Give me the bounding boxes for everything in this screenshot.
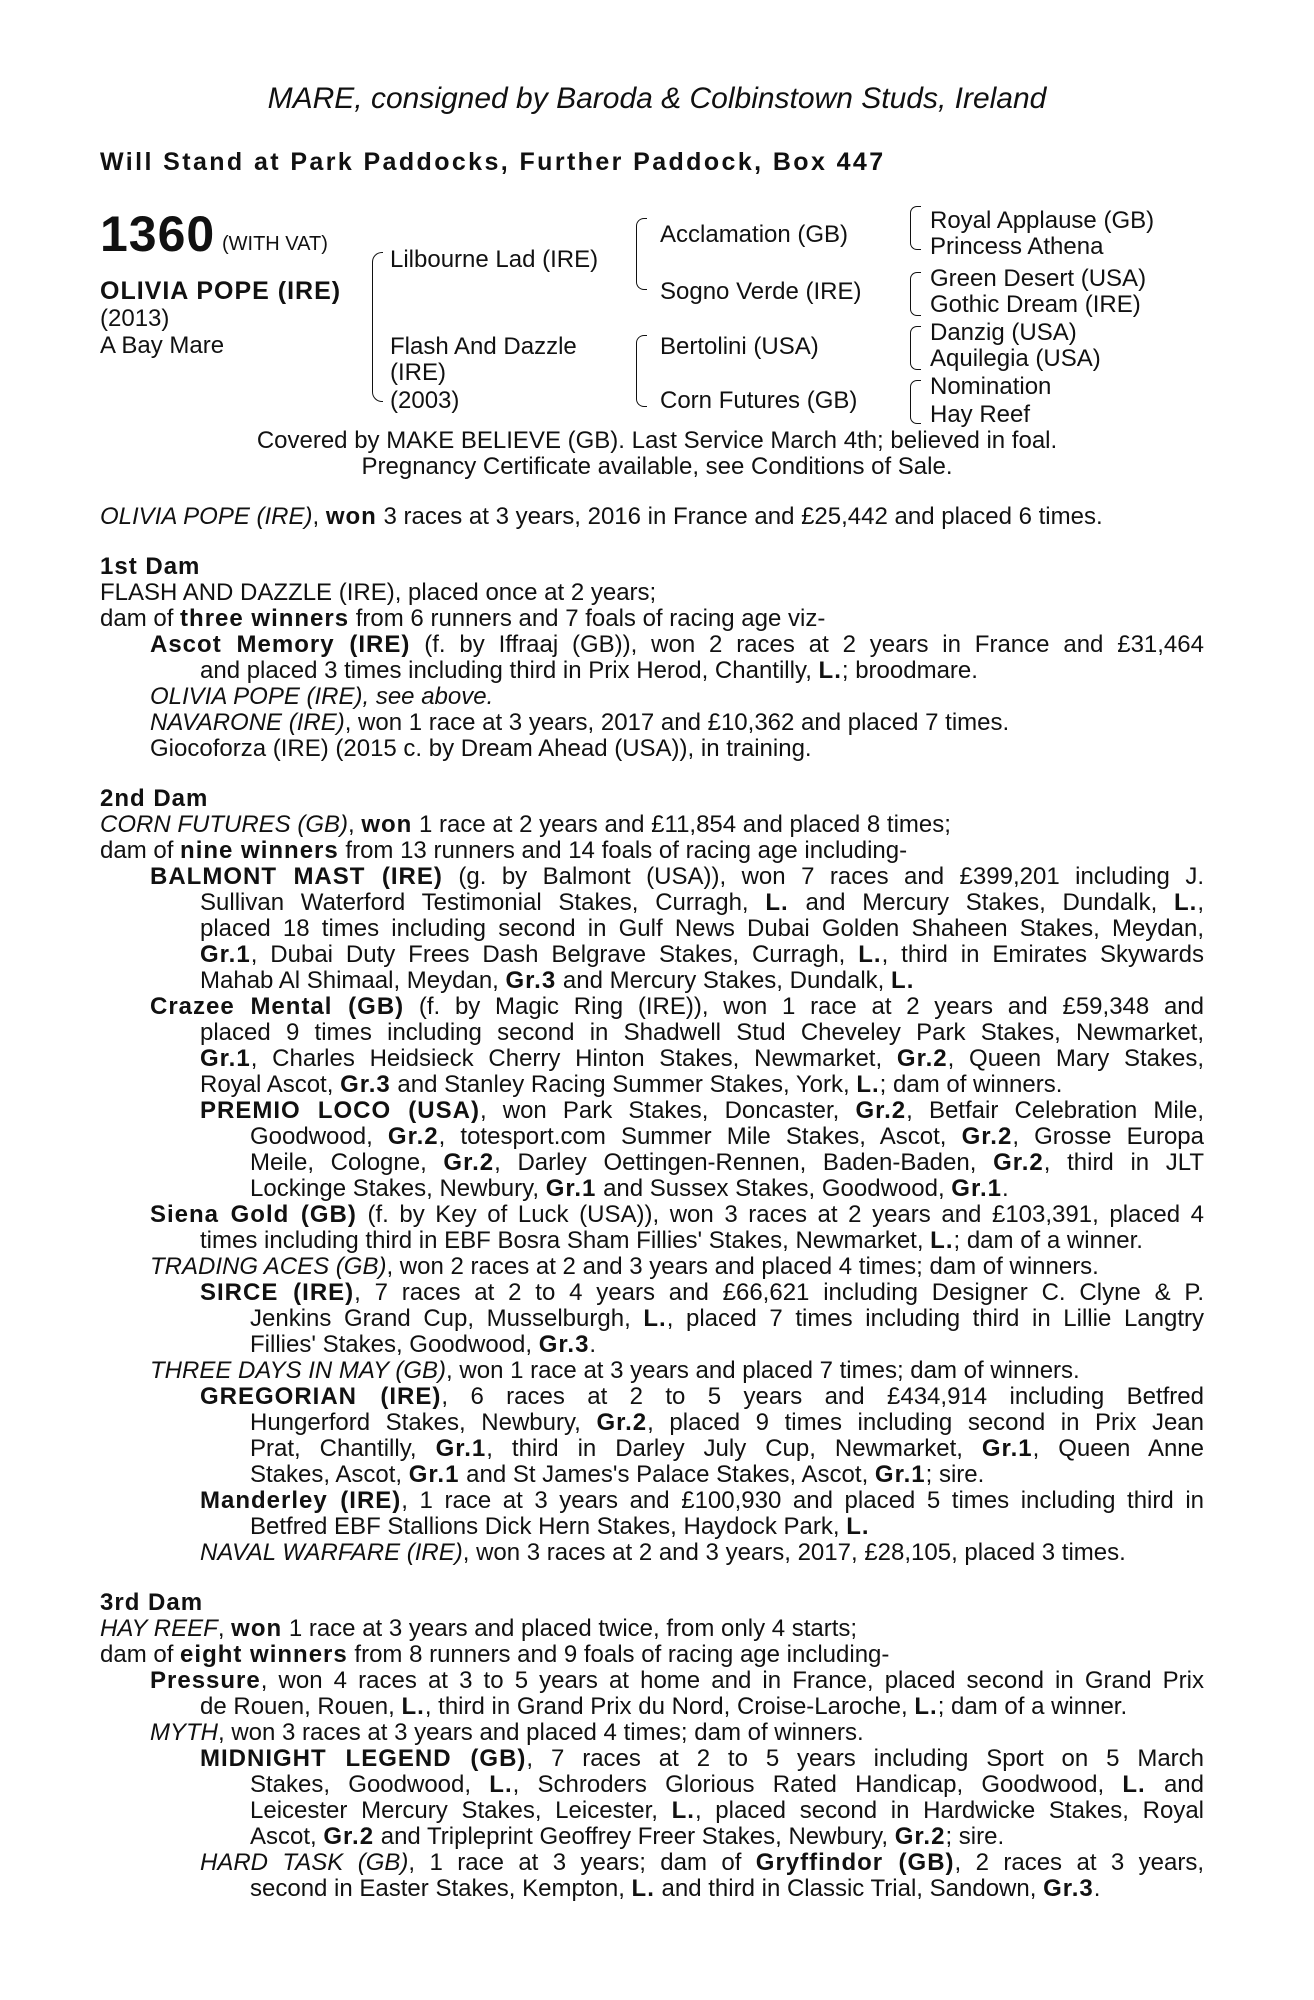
second-dam-line: GREGORIAN (IRE), 6 races at 2 to 5 years and £434,914 including Betfred — [200, 1383, 1204, 1409]
first-dam-line: dam of three winners from 6 runners and 7 foals of racing age viz- — [100, 605, 826, 632]
third-dam-line: second in Easter Stakes, Kempton, L. and third in Classic Trial, Sandown, Gr.3. — [250, 1875, 1101, 1902]
second-dam-line: Goodwood, Gr.2, totesport.com Summer Mile Stakes, Ascot, Gr.2, Grosse Europa — [250, 1123, 1204, 1149]
second-dam-line: Royal Ascot, Gr.3 and Stanley Racing Summer Stakes, York, L.; dam of winners. — [200, 1071, 1063, 1098]
first-dam-line: NAVARONE (IRE), won 1 race at 3 years, 2017 and £10,362 and placed 7 times. — [150, 709, 1010, 736]
second-dam-heading: 2nd Dam — [100, 785, 209, 812]
second-dam-line: Stakes, Ascot, Gr.1 and St James's Palace Stakes, Ascot, Gr.1; sire. — [250, 1461, 985, 1488]
pedigree-sss: Royal Applause (GB) — [930, 207, 1155, 234]
second-dam-line: times including third in EBF Bosra Sham Fillies' Stakes, Newmarket, L.; dam of a winner. — [200, 1227, 1143, 1254]
third-dam-line: HAY REEF, won 1 race at 3 years and placed twice, from only 4 starts; — [100, 1615, 858, 1642]
horse-year: (2013) — [100, 305, 170, 332]
second-dam-line: Meile, Cologne, Gr.2, Darley Oettingen-Rennen, Baden-Baden, Gr.2, third in JLT — [250, 1149, 1204, 1175]
pedigree-brace-dd — [910, 380, 921, 424]
second-dam-line: TRADING ACES (GB), won 2 races at 2 and 3 years and placed 4 times; dam of winners. — [150, 1253, 1099, 1280]
first-dam-line: Ascot Memory (IRE) (f. by Iffraaj (GB)), won 2 races at 2 years in France and £31,464 — [150, 631, 1204, 657]
second-dam-line: Jenkins Grand Cup, Musselburgh, L., placed 7 times including third in Lillie Langtry — [250, 1305, 1204, 1331]
horse-description: A Bay Mare — [100, 332, 225, 359]
second-dam-line: placed 18 times including second in Gulf News Dubai Golden Shaheen Stakes, Meydan, — [200, 915, 1204, 941]
first-dam-line: FLASH AND DAZZLE (IRE), placed once at 2 years; — [100, 579, 657, 606]
second-dam-line: SIRCE (IRE), 7 races at 2 to 4 years and £66,621 including Designer C. Clyne & P. — [200, 1279, 1204, 1305]
pedigree-dss: Danzig (USA) — [930, 319, 1077, 346]
pedigree-dsd: Aquilegia (USA) — [930, 345, 1101, 372]
second-dam-line: placed 9 times including second in Shadwell Stud Cheveley Park Stakes, Newmarket, — [200, 1019, 1204, 1045]
second-dam-line: Fillies' Stakes, Goodwood, Gr.3. — [250, 1331, 597, 1358]
second-dam-line: CORN FUTURES (GB), won 1 race at 2 years and £11,854 and placed 8 times; — [100, 811, 951, 838]
third-dam-line: HARD TASK (GB), 1 race at 3 years; dam of Gryffindor (GB), 2 races at 3 years, — [200, 1849, 1204, 1875]
third-dam-line: MIDNIGHT LEGEND (GB), 7 races at 2 to 5 years including Sport on 5 March — [200, 1745, 1204, 1771]
pedigree-dam-year: (2003) — [390, 387, 460, 414]
third-dam-line: Leicester Mercury Stakes, Leicester, L., placed second in Hardwicke Stakes, Royal — [250, 1797, 1204, 1823]
second-dam-line: Mahab Al Shimaal, Meydan, Gr.3 and Mercury Stakes, Dundalk, L. — [200, 967, 915, 994]
pedigree-sire: Lilbourne Lad (IRE) — [390, 246, 599, 273]
pedigree-brace-sd — [910, 272, 921, 316]
pedigree-brace-ss — [910, 206, 921, 250]
pedigree-ddd: Hay Reef — [930, 401, 1031, 428]
pedigree-sire-dam: Sogno Verde (IRE) — [660, 278, 862, 305]
second-dam-line: Manderley (IRE), 1 race at 3 years and £100,930 and placed 5 times including third in — [200, 1487, 1204, 1513]
second-dam-line: Lockinge Stakes, Newbury, Gr.1 and Sussex Stakes, Goodwood, Gr.1. — [250, 1175, 1009, 1202]
pedigree-brace-ds — [910, 326, 921, 370]
second-dam-line: Betfred EBF Stallions Dick Hern Stakes, Haydock Park, L. — [250, 1513, 870, 1540]
first-dam-line: Giocoforza (IRE) (2015 c. by Dream Ahead (USA)), in training. — [150, 735, 812, 762]
second-dam-line: Gr.1, Charles Heidsieck Cherry Hinton Stakes, Newmarket, Gr.2, Queen Mary Stakes, — [200, 1045, 1204, 1071]
first-dam-line: and placed 3 times including third in Prix Herod, Chantilly, L.; broodmare. — [200, 657, 978, 684]
second-dam-line: THREE DAYS IN MAY (GB), won 1 race at 3 years and placed 7 times; dam of winners. — [150, 1357, 1080, 1384]
third-dam-heading: 3rd Dam — [100, 1589, 204, 1616]
pedigree-dam-sire: Bertolini (USA) — [660, 333, 819, 360]
pedigree-dam-dam: Corn Futures (GB) — [660, 387, 858, 414]
third-dam-line: MYTH, won 3 races at 3 years and placed 4 times; dam of winners. — [150, 1719, 864, 1746]
pedigree-brace-main — [372, 252, 383, 402]
second-dam-line: BALMONT MAST (IRE) (g. by Balmont (USA)), won 7 races and £399,201 including J. — [150, 863, 1204, 889]
second-dam-line: NAVAL WARFARE (IRE), won 3 races at 2 and 3 years, 2017, £28,105, placed 3 times. — [200, 1539, 1126, 1566]
pedigree-sire-sire: Acclamation (GB) — [660, 221, 849, 248]
vat-note: (WITH VAT) — [222, 233, 328, 255]
third-dam-line: de Rouen, Rouen, L., third in Grand Prix du Nord, Croise-Laroche, L.; dam of a winner. — [200, 1693, 1128, 1720]
second-dam-line: Crazee Mental (GB) (f. by Magic Ring (IRE)), won 1 race at 2 years and £59,348 and — [150, 993, 1204, 1019]
second-dam-line: Gr.1, Dubai Duty Frees Dash Belgrave Stakes, Curragh, L., third in Emirates Skywards — [200, 941, 1204, 967]
first-dam-line: OLIVIA POPE (IRE), see above. — [150, 683, 494, 710]
lot-number: 1360 — [100, 206, 216, 262]
first-dam-heading: 1st Dam — [100, 553, 201, 580]
third-dam-line: dam of eight winners from 8 runners and 9 foals of racing age including- — [100, 1641, 890, 1668]
second-dam-line: Hungerford Stakes, Newbury, Gr.2, placed 9 times including second in Prix Jean — [250, 1409, 1204, 1435]
third-dam-line: Stakes, Goodwood, L., Schroders Glorious Rated Handicap, Goodwood, L. and — [250, 1771, 1204, 1797]
pedigree-dds: Nomination — [930, 373, 1052, 400]
third-dam-line: Ascot, Gr.2 and Tripleprint Geoffrey Freer Stakes, Newbury, Gr.2; sire. — [250, 1823, 1005, 1850]
horse-name: OLIVIA POPE (IRE) — [100, 277, 342, 305]
pedigree-dam-country: (IRE) — [390, 359, 446, 386]
pregnancy-note: Pregnancy Certificate available, see Conditions of Sale. — [361, 453, 953, 480]
second-dam-line: Sullivan Waterford Testimonial Stakes, Curragh, L. and Mercury Stakes, Dundalk, L., — [200, 889, 1204, 915]
pedigree-sdd: Gothic Dream (IRE) — [930, 291, 1141, 318]
consignor-title: MARE, consigned by Baroda & Colbinstown Studs, Ireland — [267, 82, 1047, 115]
second-dam-line: Prat, Chantilly, Gr.1, third in Darley July Cup, Newmarket, Gr.1, Queen Anne — [250, 1435, 1204, 1461]
pedigree-dam-name: Flash And Dazzle — [390, 333, 577, 360]
pedigree-brace-dam — [636, 335, 647, 407]
stand-location: Will Stand at Park Paddocks, Further Paddock, Box 447 — [100, 148, 886, 176]
second-dam-line: Siena Gold (GB) (f. by Key of Luck (USA)), won 3 races at 2 years and £103,391, placed 4 — [150, 1201, 1204, 1227]
pedigree-ssd: Princess Athena — [930, 233, 1104, 260]
pedigree-brace-sire — [636, 218, 647, 290]
second-dam-line: PREMIO LOCO (USA), won Park Stakes, Doncaster, Gr.2, Betfair Celebration Mile, — [200, 1097, 1204, 1123]
pedigree-sds: Green Desert (USA) — [930, 265, 1147, 292]
race-summary: OLIVIA POPE (IRE), won 3 races at 3 years, 2016 in France and £25,442 and placed 6 times. — [100, 503, 1103, 530]
covering-note: Covered by MAKE BELIEVE (GB). Last Service March 4th; believed in foal. — [256, 427, 1058, 454]
second-dam-line: dam of nine winners from 13 runners and 14 foals of racing age including- — [100, 837, 908, 864]
third-dam-line: Pressure, won 4 races at 3 to 5 years at home and in France, placed second in Grand Prix — [150, 1667, 1204, 1693]
